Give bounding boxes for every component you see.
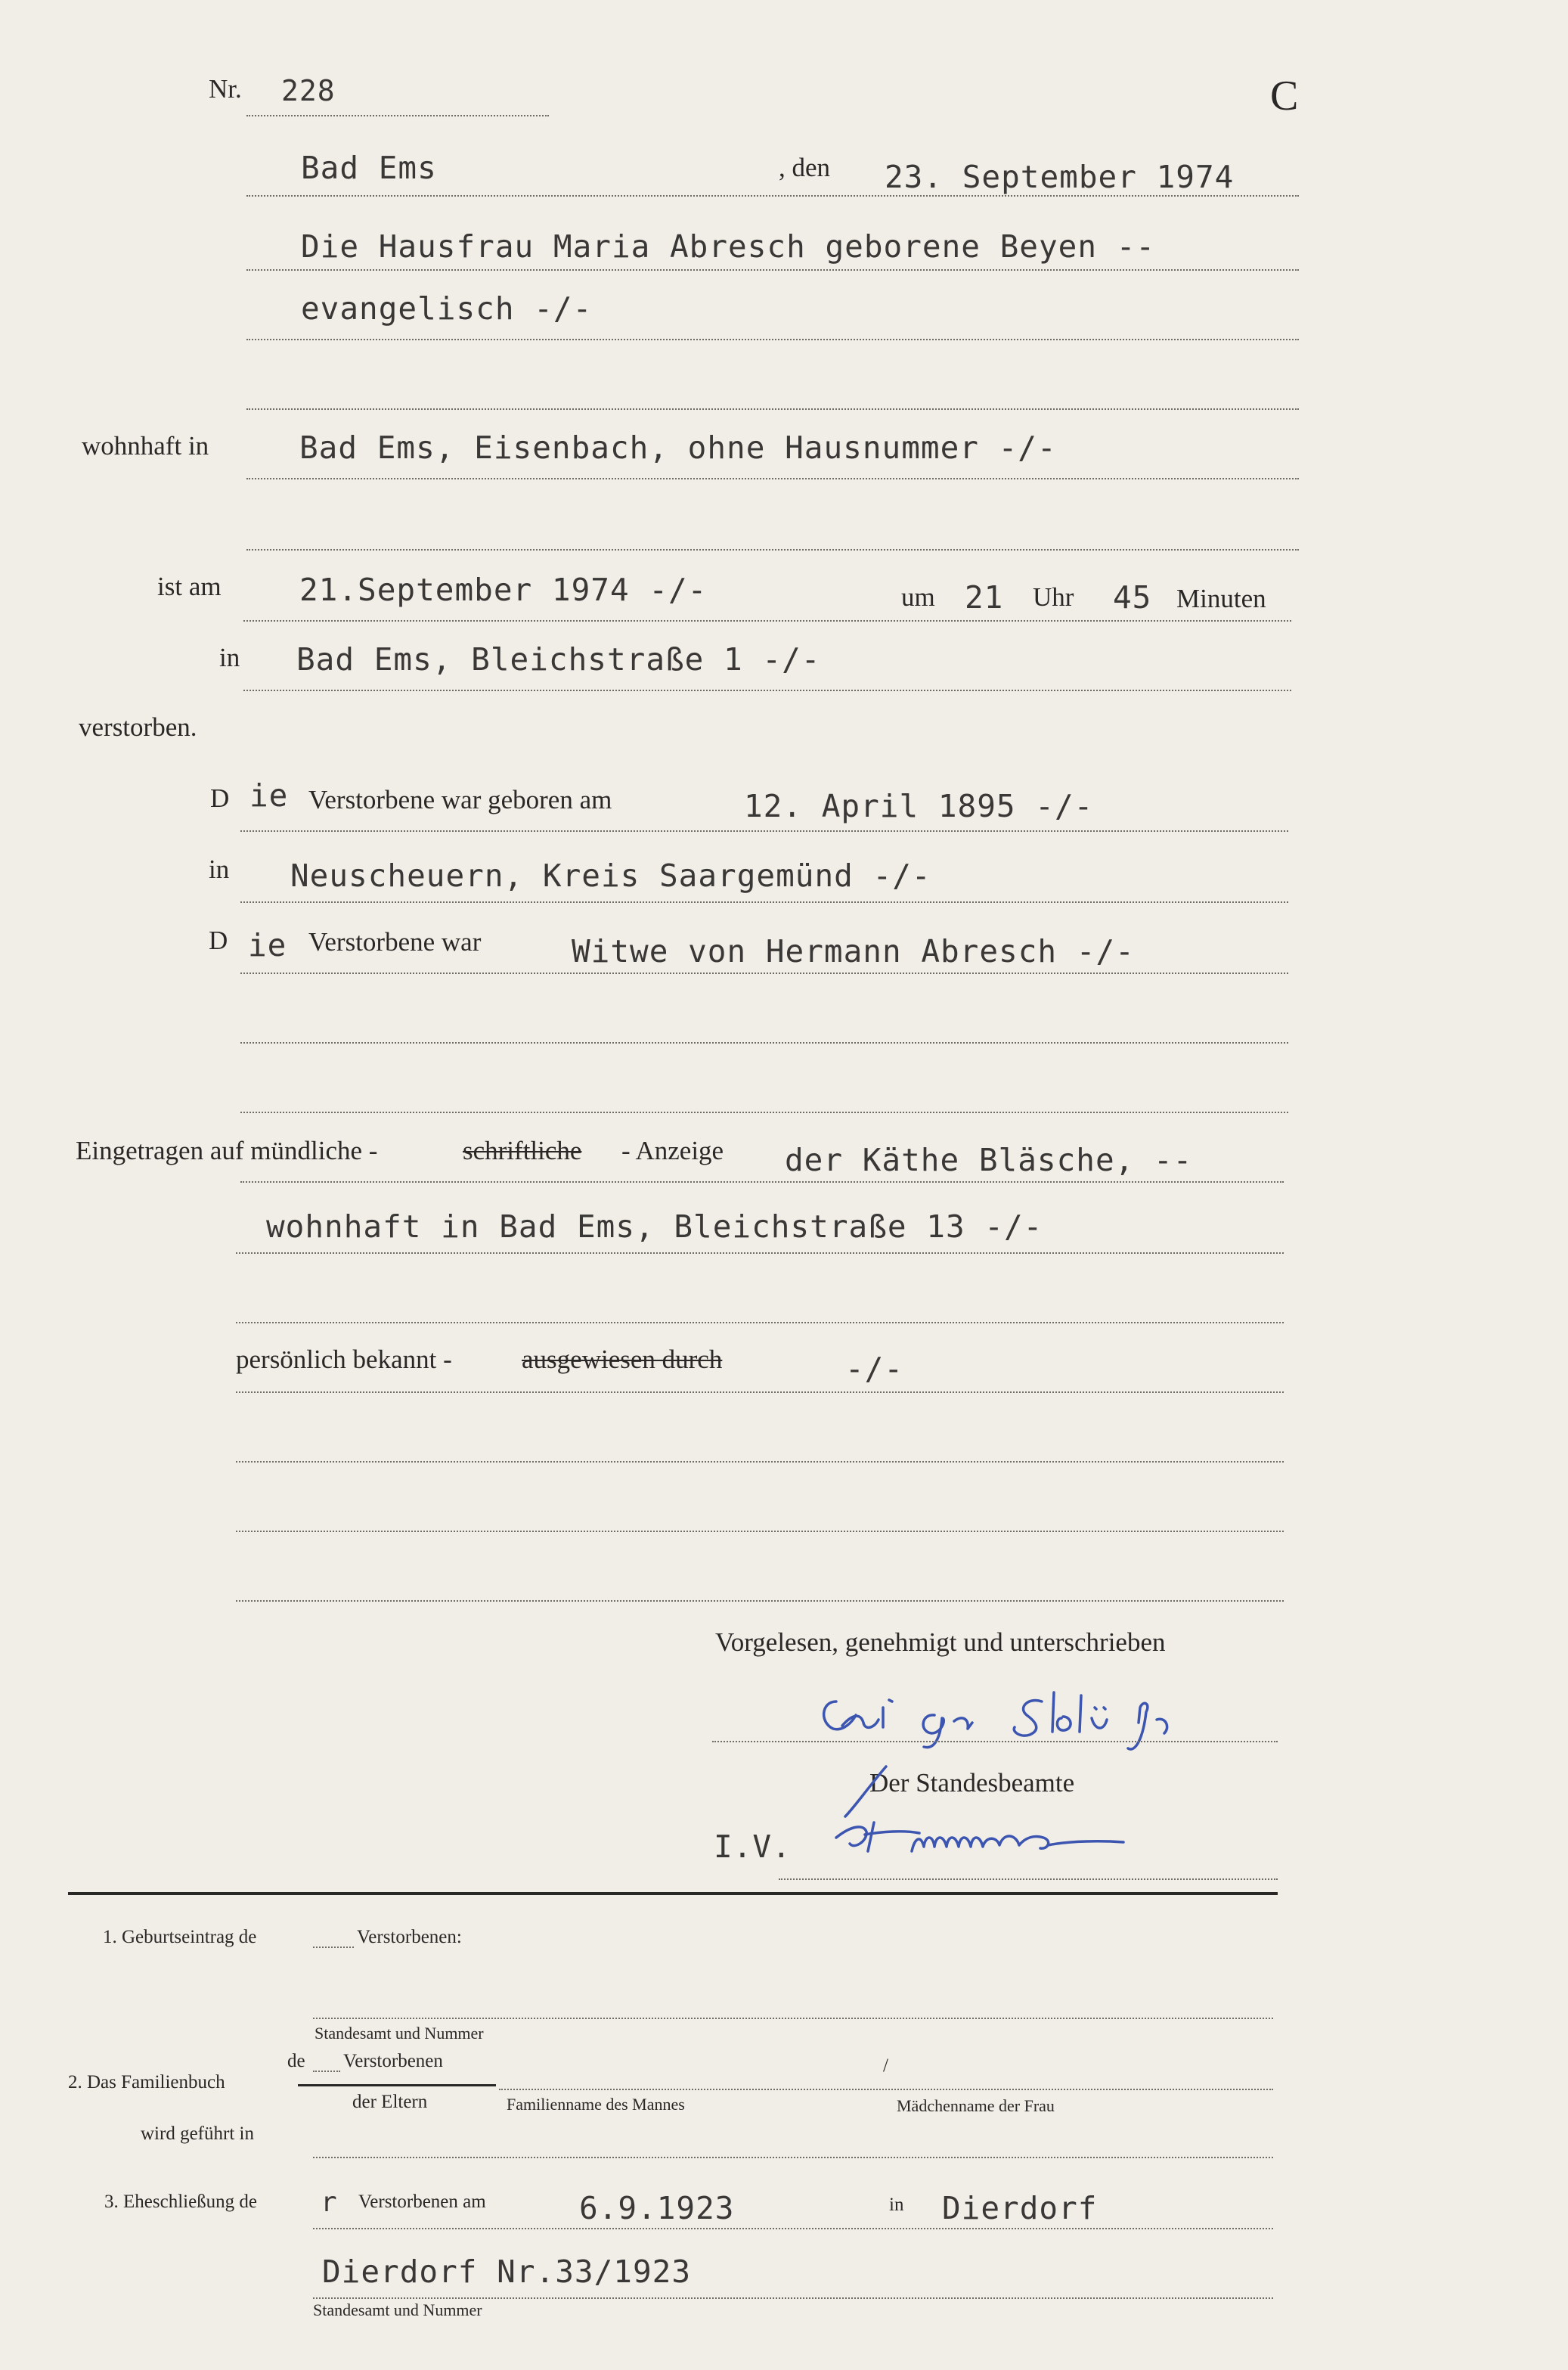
form-letter: C (1270, 73, 1299, 119)
uhr-label: Uhr (1033, 582, 1074, 612)
official-signature-svg (821, 1762, 1214, 1875)
blank-line-7 (236, 1531, 1284, 1532)
blank-line-2 (246, 549, 1299, 551)
item3-r: r (321, 2187, 338, 2218)
marital-status: Witwe von Hermann Abresch -/- (572, 933, 1135, 969)
death-place-line (243, 690, 1291, 691)
informant-line2: wohnhaft in Bad Ems, Bleichstraße 13 -/- (266, 1208, 1043, 1245)
deceased-religion: evangelisch -/- (301, 290, 593, 327)
section-separator (68, 1892, 1278, 1895)
um-label: um (901, 582, 935, 612)
entry-place: Bad Ems (301, 150, 437, 186)
blank-line-8 (236, 1600, 1284, 1602)
verstorben-label: verstorben. (79, 712, 197, 742)
marriage-place: Dierdorf (942, 2190, 1098, 2226)
item2-verstorbenen: Verstorbenen (343, 2051, 443, 2071)
deceased-line (246, 269, 1299, 271)
death-date: 21.September 1974 -/- (299, 572, 708, 608)
official-signature (821, 1762, 1214, 1875)
date-line (246, 195, 1299, 197)
item3-in: in (889, 2195, 904, 2215)
marriage-registry: Dierdorf Nr.33/1923 (322, 2254, 691, 2290)
marriage-date: 6.9.1923 (579, 2190, 735, 2226)
item1-label: 1. Geburtseintrag de (103, 1927, 257, 1947)
item3-registry-line (313, 2297, 1273, 2299)
item1-blank (313, 1947, 354, 1948)
den-label: , den (779, 153, 831, 182)
eingetragen-label: Eingetragen auf mündliche - (76, 1136, 378, 1165)
bekannt-line (236, 1391, 1284, 1393)
item2-eltern: der Eltern (352, 2092, 428, 2112)
entry-date: 23. September 1974 (885, 159, 1235, 195)
birth-in-label: in (209, 855, 230, 884)
residence-line (246, 478, 1299, 479)
in-label: in (219, 643, 240, 672)
wohnhaft-label: wohnhaft in (82, 431, 209, 461)
nr-label: Nr. (209, 74, 242, 104)
informant-line1: der Käthe Bläsche, -- (785, 1142, 1193, 1178)
standesbeamte-label: Der Standesbeamte (869, 1768, 1075, 1798)
death-minutes: 45 (1113, 579, 1152, 616)
maedchenname-caption: Mädchenname der Frau (897, 2096, 1055, 2115)
entry-number: 228 (281, 74, 336, 107)
signature-line-1 (712, 1741, 1278, 1742)
item2-slash: / (883, 2055, 888, 2076)
item2-name-line (499, 2089, 1273, 2090)
item2-label: 2. Das Familienbuch (68, 2072, 225, 2092)
blank-line-1 (246, 408, 1299, 410)
item2-blank (313, 2071, 340, 2072)
schriftliche-struck: schriftliche (463, 1136, 582, 1165)
item2-bracket-line (298, 2084, 496, 2086)
death-place: Bad Ems, Bleichstraße 1 -/- (296, 641, 821, 678)
ausgewiesen-struck: ausgewiesen durch (522, 1345, 723, 1374)
signature-line-2 (779, 1878, 1278, 1880)
nr-line (246, 115, 549, 116)
d-label: D (210, 783, 230, 813)
informant-signature (813, 1685, 1282, 1753)
ist-am-label: ist am (157, 572, 222, 601)
item3-label: 3. Eheschließung de (104, 2192, 258, 2212)
status-line (240, 973, 1288, 974)
residence: Bad Ems, Eisenbach, ohne Hausnummer -/- (299, 430, 1057, 466)
item3-verstorbenen-am: Verstorbenen am (358, 2192, 486, 2212)
wird-gefuehrt-label: wird geführt in (141, 2123, 254, 2144)
anzeige-label: - Anzeige (621, 1136, 724, 1165)
iv-label: I.V. (714, 1829, 792, 1865)
death-date-line (243, 620, 1291, 622)
article2: ie (248, 927, 287, 963)
item2-de: de (287, 2051, 305, 2071)
war-label: Verstorbene war (308, 927, 482, 957)
familienname-caption: Familienname des Mannes (507, 2095, 685, 2114)
item1-suffix: Verstorbenen: (357, 1927, 462, 1947)
bekannt-value: -/- (845, 1351, 904, 1387)
birth-place: Neuscheuern, Kreis Saargemünd -/- (290, 858, 931, 894)
blank-line-4 (240, 1112, 1288, 1113)
standesamt-caption-2: Standesamt und Nummer (313, 2300, 482, 2319)
d2-label: D (209, 926, 228, 955)
blank-line-3 (240, 1042, 1288, 1044)
informant-line (240, 1181, 1284, 1183)
blank-line-6 (236, 1461, 1284, 1463)
bekannt-label: persönlich bekannt - (236, 1345, 452, 1374)
minuten-label: Minuten (1176, 584, 1266, 613)
death-hour: 21 (965, 579, 1004, 616)
informant-signature-svg (813, 1685, 1282, 1753)
deceased-name: Die Hausfrau Maria Abresch geborene Beyen -- (301, 228, 1156, 265)
blank-line-5 (236, 1322, 1284, 1323)
birth-date-line (240, 830, 1288, 832)
vorgelesen-text: Vorgelesen, genehmigt und unterschrieben (715, 1627, 1166, 1657)
geboren-label: Verstorbene war geboren am (308, 785, 612, 814)
standesamt-caption: Standesamt und Nummer (315, 2024, 484, 2043)
birth-place-line (240, 901, 1288, 903)
birth-date: 12. April 1895 -/- (744, 788, 1094, 824)
article: ie (249, 777, 289, 814)
item1-line (313, 2018, 1273, 2019)
item3-line (313, 2228, 1273, 2229)
religion-line (246, 339, 1299, 340)
informant-address-line (236, 1252, 1284, 1254)
item2-place-line (313, 2157, 1273, 2158)
